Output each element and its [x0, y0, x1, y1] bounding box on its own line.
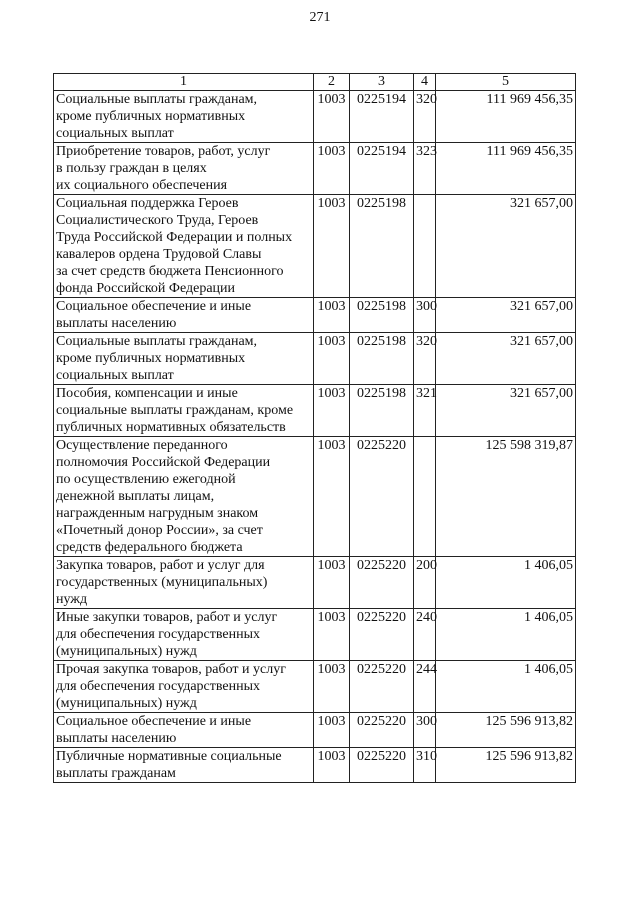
- section-code-cell: 1003: [314, 661, 350, 713]
- row-name-cell: Закупка товаров, работ и услуг для государственных (муниципальных) нужд: [54, 557, 314, 609]
- table-row: [54, 661, 576, 713]
- table-row: [54, 91, 576, 143]
- section-code-cell: 1003: [314, 385, 350, 437]
- section-code-cell: 1003: [314, 609, 350, 661]
- row-name-cell: Социальное обеспечение и иные выплаты населению: [54, 298, 314, 333]
- row-name-cell: Социальные выплаты гражданам, кроме публичных нормативных социальных выплат: [54, 333, 314, 385]
- section-code-cell: 1003: [314, 143, 350, 195]
- expense-type-cell: 320: [414, 333, 436, 385]
- section-code-cell: 1003: [314, 557, 350, 609]
- expense-type-cell: 300: [414, 713, 436, 748]
- row-name-cell: Приобретение товаров, работ, услуг в пользу граждан в целях их социального обеспечения: [54, 143, 314, 195]
- amount-cell: 1 406,05: [436, 557, 576, 609]
- target-article-cell: 0225194: [350, 143, 414, 195]
- expense-type-cell: 321: [414, 385, 436, 437]
- table-row: [54, 195, 576, 298]
- amount-cell: 1 406,05: [436, 609, 576, 661]
- target-article-cell: 0225198: [350, 195, 414, 298]
- target-article-cell: 0225220: [350, 437, 414, 557]
- section-code-cell: 1003: [314, 748, 350, 783]
- expense-type-cell: [414, 195, 436, 298]
- expense-type-cell: 300: [414, 298, 436, 333]
- section-code-cell: 1003: [314, 333, 350, 385]
- table-row: [54, 143, 576, 195]
- column-header-3: 3: [350, 74, 414, 91]
- amount-cell: 321 657,00: [436, 195, 576, 298]
- table-row: [54, 437, 576, 557]
- row-name-cell: Прочая закупка товаров, работ и услуг для обеспечения государственных (муниципальных) нужд: [54, 661, 314, 713]
- row-name-cell: Пособия, компенсации и иные социальные выплаты гражданам, кроме публичных нормативных обязательств: [54, 385, 314, 437]
- row-name-cell: Социальные выплаты гражданам, кроме публичных нормативных социальных выплат: [54, 91, 314, 143]
- table-row: [54, 385, 576, 437]
- amount-cell: 125 598 319,87: [436, 437, 576, 557]
- amount-cell: 1 406,05: [436, 661, 576, 713]
- target-article-cell: 0225220: [350, 557, 414, 609]
- target-article-cell: 0225198: [350, 298, 414, 333]
- amount-cell: 111 969 456,35: [436, 143, 576, 195]
- expense-type-cell: 310: [414, 748, 436, 783]
- table-row: [54, 748, 576, 783]
- section-code-cell: 1003: [314, 298, 350, 333]
- section-code-cell: 1003: [314, 91, 350, 143]
- table-header-row: [54, 74, 576, 91]
- amount-cell: 321 657,00: [436, 333, 576, 385]
- amount-cell: 125 596 913,82: [436, 748, 576, 783]
- section-code-cell: 1003: [314, 437, 350, 557]
- section-code-cell: 1003: [314, 713, 350, 748]
- row-name-cell: Иные закупки товаров, работ и услуг для обеспечения государственных (муниципальных) нужд: [54, 609, 314, 661]
- column-header-2: 2: [314, 74, 350, 91]
- target-article-cell: 0225220: [350, 748, 414, 783]
- row-name-cell: Социальная поддержка Героев Социалистического Труда, Героев Труда Российской Федерации и полных кавалеров ордена Трудовой Славы за счет средств бюджета Пенсионного фонда Российской Федерации: [54, 195, 314, 298]
- page-number: 271: [309, 10, 331, 25]
- target-article-cell: 0225220: [350, 661, 414, 713]
- row-name-cell: Социальное обеспечение и иные выплаты населению: [54, 713, 314, 748]
- expense-type-cell: 323: [414, 143, 436, 195]
- budget-table: [53, 73, 576, 783]
- column-header-5: 5: [436, 74, 576, 91]
- amount-cell: 321 657,00: [436, 385, 576, 437]
- target-article-cell: 0225220: [350, 713, 414, 748]
- table-row: [54, 298, 576, 333]
- row-name-cell: Публичные нормативные социальные выплаты гражданам: [54, 748, 314, 783]
- amount-cell: 321 657,00: [436, 298, 576, 333]
- row-name-cell: Осуществление переданного полномочия Российской Федерации по осуществлению ежегодной денежной выплаты лицам, награжденным нагрудным знаком «Почетный донор России», за счет средств федерального бюджета: [54, 437, 314, 557]
- table-row: [54, 609, 576, 661]
- expense-type-cell: 244: [414, 661, 436, 713]
- expense-type-cell: 320: [414, 91, 436, 143]
- table-row: [54, 557, 576, 609]
- column-header-1: 1: [54, 74, 314, 91]
- target-article-cell: 0225194: [350, 91, 414, 143]
- amount-cell: 111 969 456,35: [436, 91, 576, 143]
- section-code-cell: 1003: [314, 195, 350, 298]
- target-article-cell: 0225198: [350, 385, 414, 437]
- expense-type-cell: 200: [414, 557, 436, 609]
- expense-type-cell: 240: [414, 609, 436, 661]
- column-header-4: 4: [414, 74, 436, 91]
- target-article-cell: 0225198: [350, 333, 414, 385]
- amount-cell: 125 596 913,82: [436, 713, 576, 748]
- target-article-cell: 0225220: [350, 609, 414, 661]
- table-row: [54, 713, 576, 748]
- expense-type-cell: [414, 437, 436, 557]
- table-row: [54, 333, 576, 385]
- table-body: [54, 91, 576, 783]
